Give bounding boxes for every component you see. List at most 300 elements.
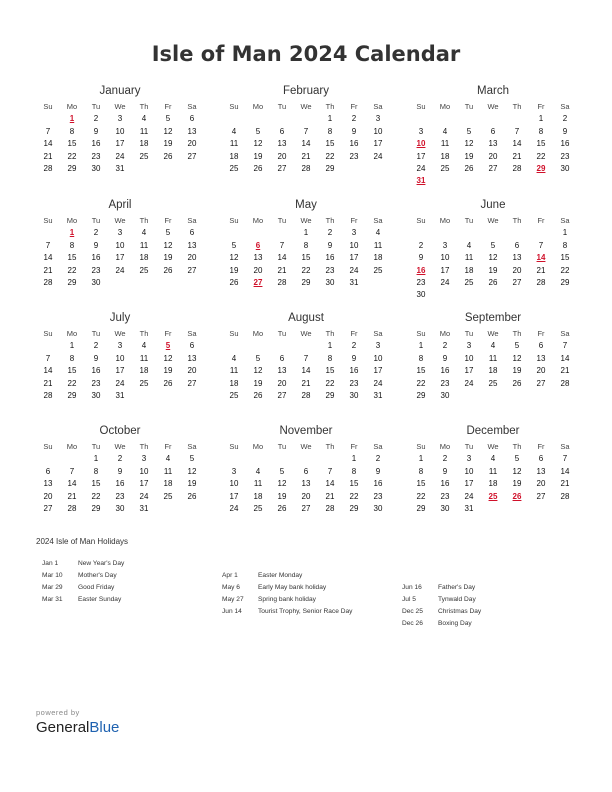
- week-row: [36, 227, 204, 239]
- weekday-header: Fr: [537, 329, 545, 338]
- empty-cell: [433, 289, 457, 301]
- day-cell: 1: [538, 114, 544, 124]
- weekday-header: Sa: [560, 102, 570, 111]
- day-cell: 6: [279, 126, 285, 136]
- day-cell: 27: [43, 503, 53, 513]
- day-cell: 13: [187, 126, 197, 136]
- day-cell: 6: [45, 466, 51, 476]
- empty-cell: [505, 503, 529, 515]
- weekday-header: Sa: [373, 102, 383, 111]
- day-cell: 18: [139, 139, 149, 149]
- day-cell: 10: [349, 240, 359, 250]
- day-cell: 24: [115, 265, 125, 275]
- empty-cell: [433, 227, 457, 239]
- day-cell: 29: [349, 503, 359, 513]
- day-cell: 1: [327, 341, 333, 351]
- weekday-header: Tu: [277, 329, 287, 338]
- day-cell: 15: [560, 253, 570, 263]
- holiday-day-cell: 10: [416, 139, 426, 149]
- footer-branding: [36, 708, 119, 736]
- day-cell: 22: [325, 151, 335, 161]
- weekday-header: Mo: [252, 329, 264, 338]
- day-cell: 19: [488, 265, 498, 275]
- day-cell: 6: [189, 114, 195, 124]
- day-cell: 16: [440, 479, 450, 489]
- holiday-name: Boxing Day: [438, 620, 472, 627]
- weekday-header: Fr: [350, 216, 358, 225]
- empty-cell: [553, 289, 577, 301]
- empty-cell: [246, 453, 270, 465]
- day-cell: 7: [538, 240, 544, 250]
- empty-cell: [457, 113, 481, 125]
- day-cell: 22: [349, 491, 359, 501]
- holiday-column: [222, 570, 352, 618]
- day-cell: 7: [303, 126, 309, 136]
- day-cell: 18: [229, 378, 239, 388]
- weekday-header: Fr: [350, 442, 358, 451]
- weekday-header: Fr: [537, 216, 545, 225]
- week-row: [222, 390, 390, 402]
- day-cell: 10: [464, 353, 474, 363]
- day-cell: 19: [512, 479, 522, 489]
- day-cell: 27: [277, 163, 287, 173]
- holiday-column: [42, 558, 124, 606]
- day-cell: 15: [325, 366, 335, 376]
- day-cell: 16: [349, 366, 359, 376]
- day-cell: 20: [187, 139, 197, 149]
- empty-cell: [553, 503, 577, 515]
- empty-cell: [529, 175, 553, 187]
- day-cell: 25: [163, 491, 173, 501]
- day-cell: 25: [253, 503, 263, 513]
- day-cell: 3: [418, 126, 424, 136]
- day-cell: 23: [115, 491, 125, 501]
- week-row: [409, 491, 577, 503]
- empty-cell: [433, 175, 457, 187]
- brand-logo[interactable]: [36, 719, 119, 736]
- weekday-header: Tu: [464, 329, 474, 338]
- holiday-item: [222, 570, 352, 582]
- holiday-item: [402, 582, 481, 594]
- week-row: [36, 453, 204, 465]
- day-cell: 22: [67, 151, 77, 161]
- weekday-header: Su: [43, 329, 53, 338]
- weekday-header: Tu: [91, 442, 101, 451]
- weekday-header: Th: [139, 442, 149, 451]
- weekday-header: Th: [325, 216, 335, 225]
- empty-cell: [222, 340, 246, 352]
- week-row: [222, 365, 390, 377]
- empty-cell: [505, 113, 529, 125]
- weekday-header-row: [222, 441, 390, 453]
- weekday-header: Mo: [439, 216, 451, 225]
- day-cell: 8: [418, 466, 424, 476]
- day-cell: 18: [373, 253, 383, 263]
- day-cell: 2: [351, 341, 357, 351]
- day-cell: 8: [69, 353, 75, 363]
- day-cell: 22: [91, 491, 101, 501]
- day-cell: 8: [327, 353, 333, 363]
- day-cell: 13: [277, 366, 287, 376]
- month-3: [36, 197, 204, 289]
- empty-cell: [222, 113, 246, 125]
- day-cell: 4: [165, 454, 171, 464]
- day-cell: 23: [325, 265, 335, 275]
- day-cell: 27: [301, 503, 311, 513]
- week-row: [36, 138, 204, 150]
- day-cell: 9: [93, 126, 99, 136]
- week-row: [222, 478, 390, 490]
- day-cell: 12: [187, 466, 197, 476]
- empty-cell: [270, 113, 294, 125]
- holiday-name: Early May bank holiday: [258, 584, 327, 591]
- weekday-header-row: [36, 215, 204, 227]
- week-row: [36, 365, 204, 377]
- day-cell: 25: [464, 277, 474, 287]
- weekday-header-row: [222, 328, 390, 340]
- week-row: [222, 265, 390, 277]
- weekday-header: Th: [512, 442, 522, 451]
- day-cell: 21: [512, 151, 522, 161]
- day-cell: 5: [165, 228, 171, 238]
- day-cell: 16: [91, 253, 101, 263]
- day-cell: 23: [349, 151, 359, 161]
- day-cell: 20: [488, 151, 498, 161]
- holiday-date: Mar 29: [42, 584, 63, 591]
- day-cell: 24: [229, 503, 239, 513]
- week-row: [222, 340, 390, 352]
- empty-cell: [36, 453, 60, 465]
- month-4: [222, 197, 390, 289]
- day-cell: 16: [325, 253, 335, 263]
- month-8: [409, 310, 577, 402]
- day-cell: 12: [253, 366, 263, 376]
- holiday-item: [42, 558, 124, 570]
- empty-cell: [553, 175, 577, 187]
- empty-cell: [36, 113, 60, 125]
- holiday-item: [42, 570, 124, 582]
- weekday-header: Sa: [373, 442, 383, 451]
- week-row: [409, 126, 577, 138]
- day-cell: 13: [536, 466, 546, 476]
- day-cell: 6: [538, 454, 544, 464]
- weekday-header: Th: [325, 442, 335, 451]
- weekday-header: Su: [43, 442, 53, 451]
- empty-cell: [318, 453, 342, 465]
- day-cell: 22: [325, 378, 335, 388]
- day-cell: 17: [373, 366, 383, 376]
- holiday-name: Mother's Day: [78, 572, 117, 579]
- day-cell: 26: [253, 390, 263, 400]
- day-cell: 30: [440, 503, 450, 513]
- empty-cell: [457, 390, 481, 402]
- day-cell: 17: [464, 366, 474, 376]
- day-cell: 20: [253, 265, 263, 275]
- day-cell: 26: [163, 265, 173, 275]
- day-cell: 30: [373, 503, 383, 513]
- weekday-header: Mo: [439, 329, 451, 338]
- day-cell: 13: [43, 479, 53, 489]
- empty-cell: [156, 390, 180, 402]
- week-row: [36, 353, 204, 365]
- day-cell: 23: [440, 491, 450, 501]
- empty-cell: [246, 113, 270, 125]
- empty-cell: [180, 390, 204, 402]
- day-cell: 11: [139, 353, 149, 363]
- day-cell: 3: [466, 454, 472, 464]
- week-row: [222, 138, 390, 150]
- day-cell: 19: [187, 479, 197, 489]
- week-row: [222, 277, 390, 289]
- month-0: [36, 83, 204, 175]
- holiday-day-cell: 5: [165, 341, 171, 351]
- day-cell: 14: [560, 466, 570, 476]
- holiday-date: May 27: [222, 596, 244, 603]
- empty-cell: [246, 227, 270, 239]
- day-cell: 11: [253, 479, 263, 489]
- day-cell: 9: [375, 466, 381, 476]
- day-cell: 2: [93, 228, 99, 238]
- weekday-header: Sa: [187, 102, 197, 111]
- day-cell: 10: [115, 240, 125, 250]
- day-cell: 12: [512, 353, 522, 363]
- day-cell: 2: [93, 114, 99, 124]
- day-cell: 24: [115, 378, 125, 388]
- day-cell: 30: [416, 290, 426, 300]
- day-cell: 20: [187, 253, 197, 263]
- holiday-day-cell: 29: [536, 163, 546, 173]
- weekday-header: Su: [416, 216, 426, 225]
- month-5: [409, 197, 577, 302]
- empty-cell: [409, 113, 433, 125]
- weekday-header: Mo: [66, 442, 78, 451]
- weekday-header: Sa: [560, 329, 570, 338]
- day-cell: 27: [536, 491, 546, 501]
- day-cell: 15: [325, 139, 335, 149]
- day-cell: 3: [117, 228, 123, 238]
- weekday-header: We: [114, 329, 126, 338]
- day-cell: 11: [163, 466, 173, 476]
- week-row: [409, 151, 577, 163]
- holiday-date: Jun 16: [402, 584, 422, 591]
- week-row: [36, 252, 204, 264]
- week-row: [222, 151, 390, 163]
- day-cell: 12: [163, 126, 173, 136]
- day-cell: 21: [301, 378, 311, 388]
- month-name: December: [466, 425, 520, 437]
- day-cell: 24: [464, 491, 474, 501]
- empty-cell: [481, 227, 505, 239]
- day-cell: 30: [560, 163, 570, 173]
- day-cell: 30: [440, 390, 450, 400]
- day-cell: 2: [117, 454, 123, 464]
- weekday-header: Th: [139, 329, 149, 338]
- weekday-header: Tu: [277, 216, 287, 225]
- day-cell: 2: [375, 454, 381, 464]
- day-cell: 8: [538, 126, 544, 136]
- day-cell: 7: [45, 240, 51, 250]
- week-row: [409, 138, 577, 150]
- weekday-header: Su: [229, 329, 239, 338]
- weekday-header: Mo: [252, 216, 264, 225]
- day-cell: 16: [440, 366, 450, 376]
- day-cell: 2: [562, 114, 568, 124]
- day-cell: 23: [91, 378, 101, 388]
- week-row: [36, 151, 204, 163]
- day-cell: 28: [536, 277, 546, 287]
- month-7: [222, 310, 390, 402]
- empty-cell: [481, 175, 505, 187]
- empty-cell: [481, 113, 505, 125]
- month-2: [409, 83, 577, 188]
- holiday-day-cell: 26: [512, 491, 522, 501]
- day-cell: 1: [303, 228, 309, 238]
- day-cell: 26: [464, 163, 474, 173]
- holiday-date: May 6: [222, 584, 240, 591]
- day-cell: 10: [229, 479, 239, 489]
- week-row: [222, 163, 390, 175]
- day-cell: 23: [349, 378, 359, 388]
- day-cell: 6: [189, 228, 195, 238]
- empty-cell: [457, 289, 481, 301]
- holiday-day-cell: 27: [253, 277, 263, 287]
- weekday-header: Su: [43, 216, 53, 225]
- empty-cell: [505, 390, 529, 402]
- day-cell: 4: [141, 114, 147, 124]
- day-cell: 1: [418, 341, 424, 351]
- holiday-item: [222, 606, 352, 618]
- month-name: September: [464, 312, 522, 324]
- day-cell: 26: [277, 503, 287, 513]
- month-9: [36, 423, 204, 515]
- day-cell: 8: [327, 126, 333, 136]
- weekday-header: We: [114, 216, 126, 225]
- day-cell: 21: [43, 265, 53, 275]
- day-cell: 17: [139, 479, 149, 489]
- day-cell: 31: [115, 163, 125, 173]
- day-cell: 28: [301, 163, 311, 173]
- day-cell: 10: [464, 466, 474, 476]
- day-cell: 26: [229, 277, 239, 287]
- holiday-date: Dec 25: [402, 608, 423, 615]
- day-cell: 8: [69, 126, 75, 136]
- day-cell: 12: [163, 353, 173, 363]
- day-cell: 25: [229, 390, 239, 400]
- day-cell: 3: [231, 466, 237, 476]
- day-cell: 3: [375, 341, 381, 351]
- day-cell: 5: [255, 126, 261, 136]
- day-cell: 29: [560, 277, 570, 287]
- empty-cell: [409, 227, 433, 239]
- day-cell: 2: [442, 341, 448, 351]
- day-cell: 22: [536, 151, 546, 161]
- weekday-header: Fr: [537, 442, 545, 451]
- day-cell: 25: [139, 265, 149, 275]
- day-cell: 20: [512, 265, 522, 275]
- empty-cell: [505, 227, 529, 239]
- day-cell: 18: [229, 151, 239, 161]
- holiday-date: Jul 5: [402, 596, 416, 603]
- day-cell: 8: [562, 240, 568, 250]
- holiday-date: Dec 26: [402, 620, 423, 627]
- weekday-header: Tu: [464, 216, 474, 225]
- day-cell: 28: [43, 163, 53, 173]
- empty-cell: [222, 227, 246, 239]
- weekday-header: Th: [512, 216, 522, 225]
- day-cell: 15: [301, 253, 311, 263]
- month-name: February: [282, 85, 330, 97]
- day-cell: 17: [373, 139, 383, 149]
- empty-cell: [156, 277, 180, 289]
- weekday-header: We: [487, 329, 499, 338]
- holiday-column: [402, 582, 481, 630]
- week-row: [409, 252, 577, 264]
- day-cell: 28: [560, 491, 570, 501]
- day-cell: 31: [373, 390, 383, 400]
- day-cell: 17: [349, 253, 359, 263]
- day-cell: 20: [187, 366, 197, 376]
- holiday-name: Good Friday: [78, 584, 115, 591]
- day-cell: 15: [91, 479, 101, 489]
- empty-cell: [270, 227, 294, 239]
- weekday-header: Su: [229, 102, 239, 111]
- empty-cell: [481, 390, 505, 402]
- day-cell: 8: [303, 240, 309, 250]
- month-11: [409, 423, 577, 515]
- day-cell: 16: [91, 139, 101, 149]
- day-cell: 17: [115, 253, 125, 263]
- day-cell: 4: [375, 228, 381, 238]
- day-cell: 12: [253, 139, 263, 149]
- empty-cell: [108, 277, 132, 289]
- empty-cell: [294, 113, 318, 125]
- day-cell: 21: [536, 265, 546, 275]
- weekday-header: Sa: [373, 216, 383, 225]
- day-cell: 24: [349, 265, 359, 275]
- day-cell: 5: [514, 341, 520, 351]
- weekday-header: Tu: [91, 216, 101, 225]
- weekday-header-row: [409, 328, 577, 340]
- day-cell: 24: [440, 277, 450, 287]
- day-cell: 15: [67, 253, 77, 263]
- weekday-header-row: [36, 328, 204, 340]
- weekday-header: Mo: [439, 102, 451, 111]
- holiday-name: Tourist Trophy, Senior Race Day: [258, 608, 353, 615]
- empty-cell: [294, 340, 318, 352]
- day-cell: 7: [327, 466, 333, 476]
- day-cell: 19: [253, 378, 263, 388]
- day-cell: 7: [562, 341, 568, 351]
- day-cell: 26: [187, 491, 197, 501]
- weekday-header: Tu: [277, 102, 287, 111]
- day-cell: 30: [91, 277, 101, 287]
- day-cell: 10: [440, 253, 450, 263]
- day-cell: 13: [301, 479, 311, 489]
- day-cell: 3: [466, 341, 472, 351]
- day-cell: 4: [442, 126, 448, 136]
- weekday-header: Th: [139, 102, 149, 111]
- day-cell: 16: [373, 479, 383, 489]
- day-cell: 1: [93, 454, 99, 464]
- weekday-header: Th: [512, 102, 522, 111]
- holiday-day-cell: 31: [416, 176, 426, 186]
- day-cell: 18: [488, 366, 498, 376]
- day-cell: 8: [69, 240, 75, 250]
- empty-cell: [481, 503, 505, 515]
- empty-cell: [366, 277, 390, 289]
- weekday-header: Fr: [350, 329, 358, 338]
- holidays-heading: 2024 Isle of Man Holidays: [36, 537, 129, 546]
